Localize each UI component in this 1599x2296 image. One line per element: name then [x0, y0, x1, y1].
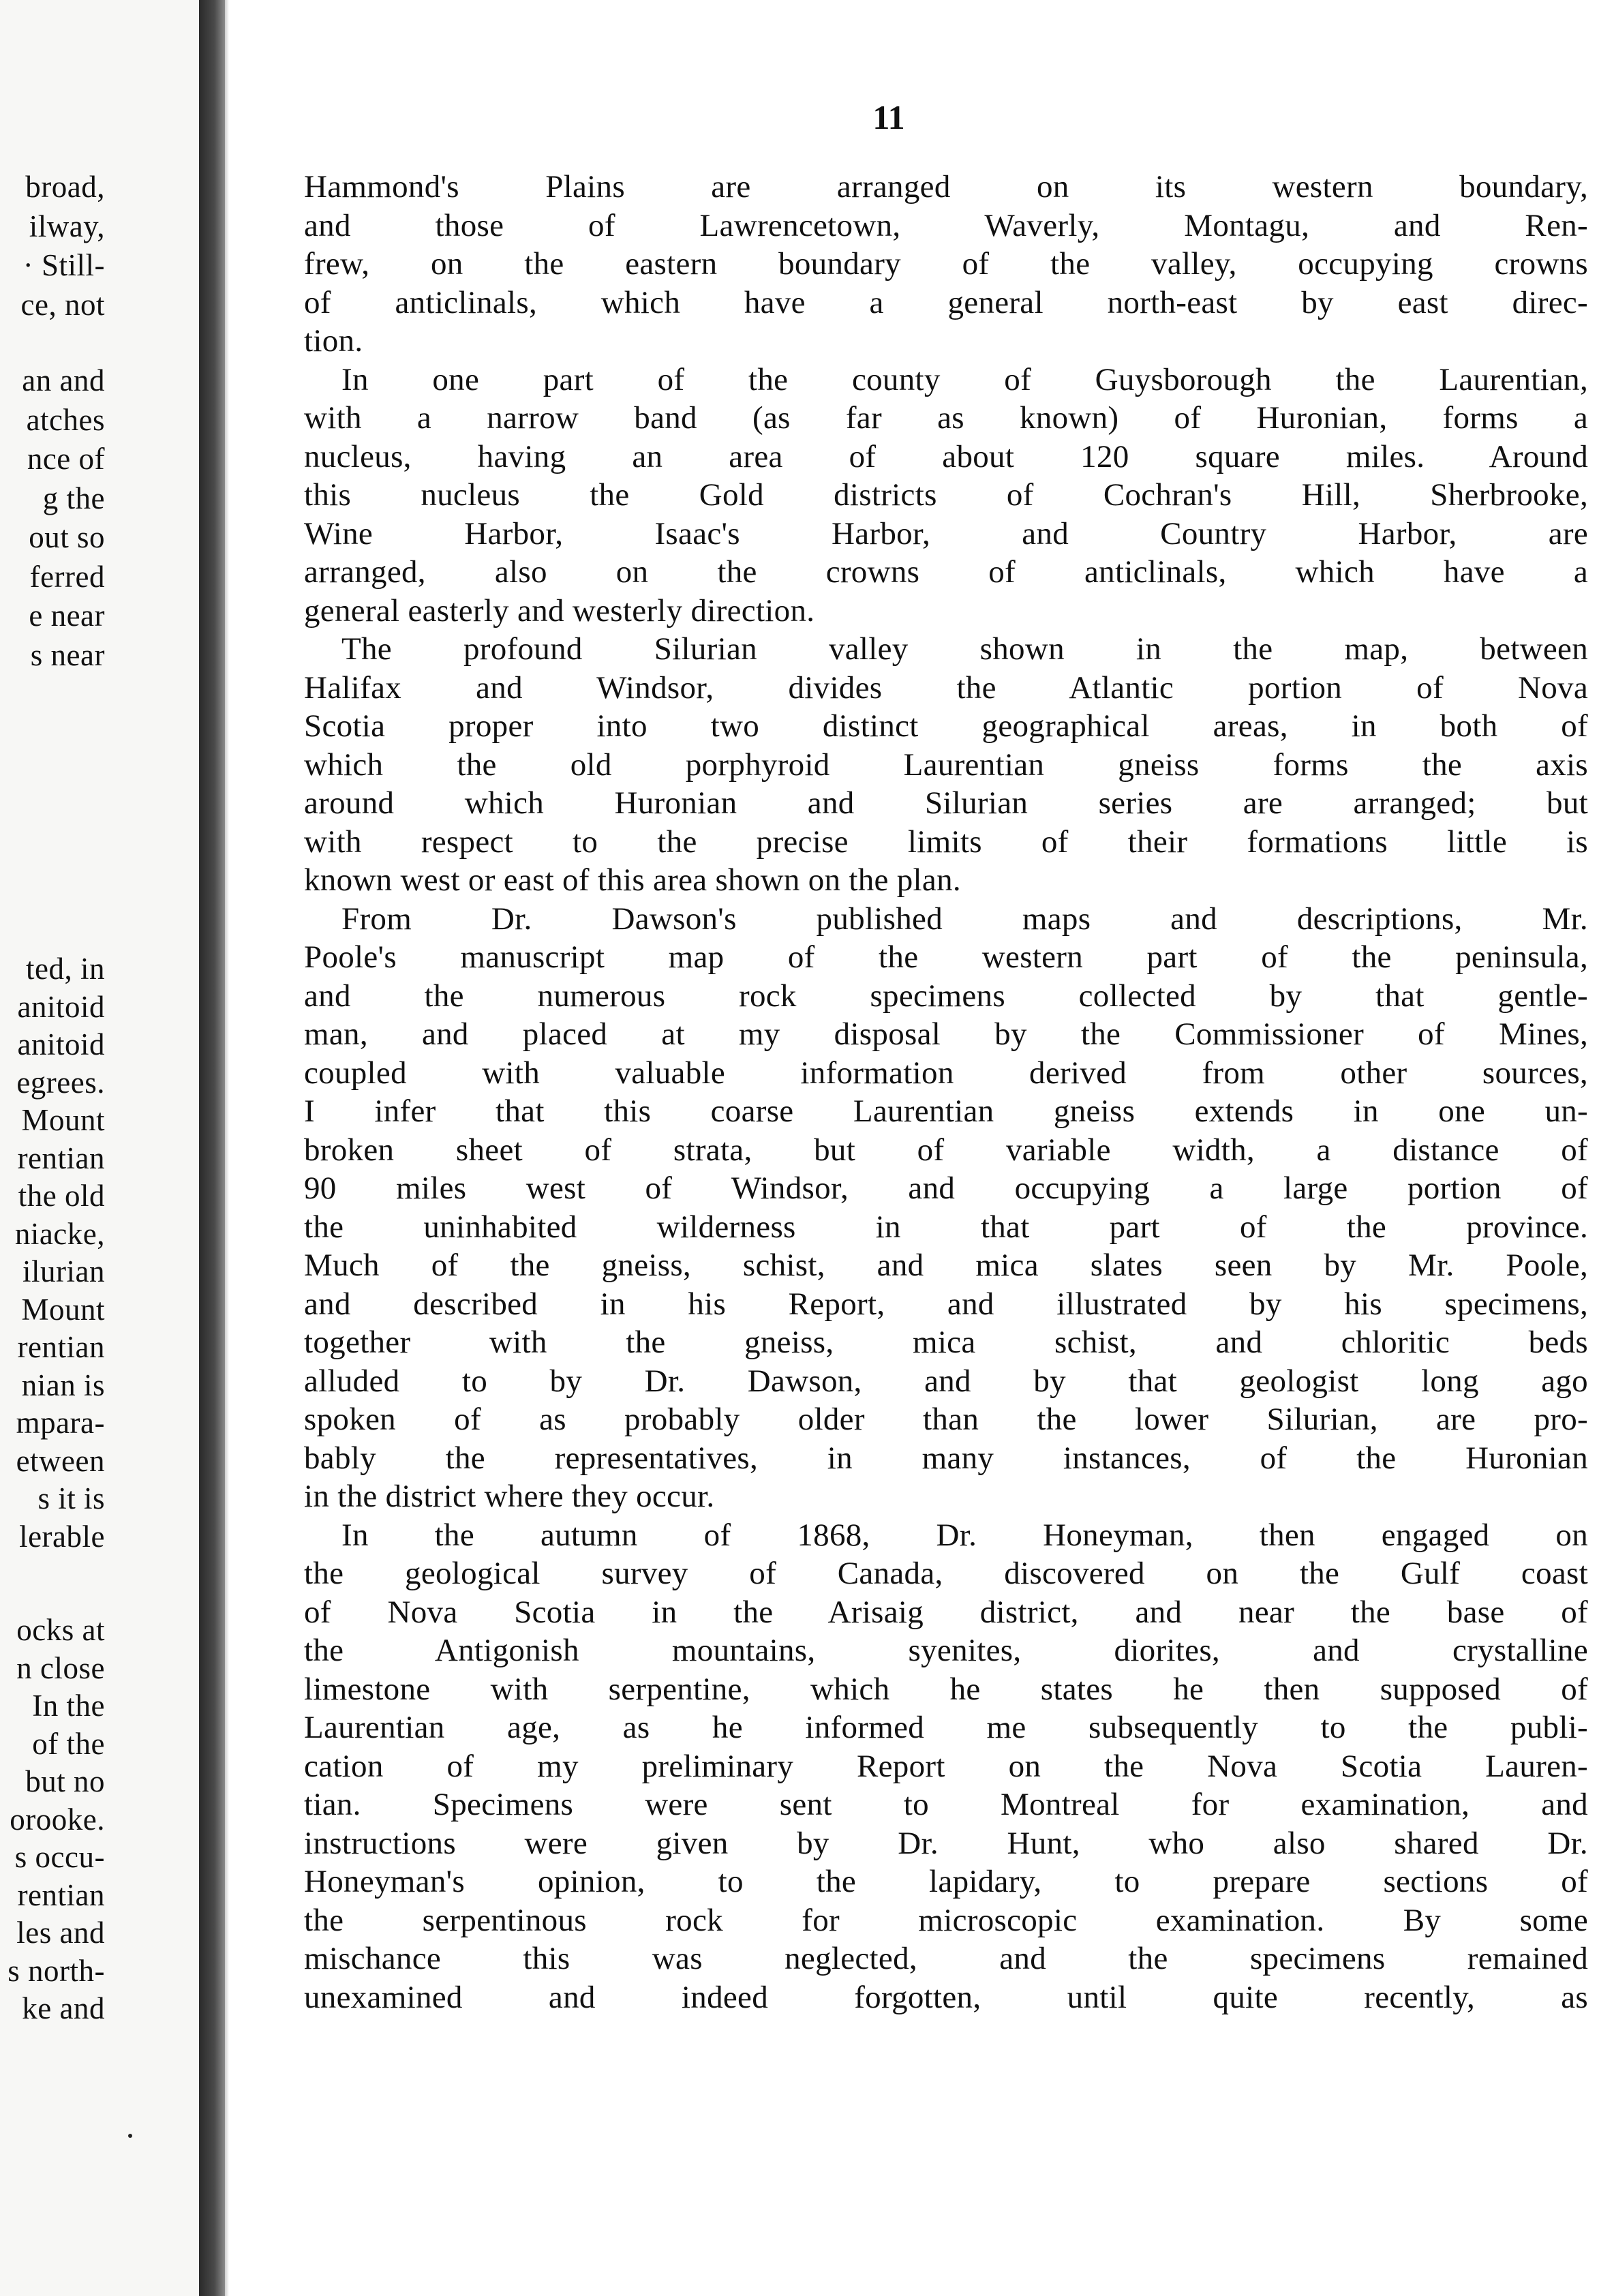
facing-line: niacke,	[14, 1216, 105, 1251]
text-line: spoken of as probably older than the lower Silurian, are pro-	[304, 1402, 1588, 1437]
text-line: around which Huronian and Silurian series are arranged; but	[304, 785, 1588, 821]
text-line: bably the representatives, in many instances, of the Huronian	[304, 1440, 1588, 1476]
text-line: 90 miles west of Windsor, and occupying a large portion of	[304, 1170, 1588, 1206]
text-line: with a narrow band (as far as known) of Huronian, forms a	[304, 400, 1588, 436]
text-line: From Dr. Dawson's published maps and descriptions, Mr.	[341, 901, 1588, 937]
facing-line: rentian	[17, 1877, 105, 1912]
text-line: and the numerous rock specimens collected by that gentle-	[304, 978, 1588, 1014]
text-line: The profound Silurian valley shown in the map, between	[341, 631, 1588, 667]
main-page	[229, 0, 1599, 2296]
facing-line: g the	[42, 481, 105, 515]
facing-line: ferred	[29, 559, 105, 594]
facing-page-lines-3	[0, 950, 199, 1556]
text-line: the geological survey of Canada, discovered on the Gulf coast	[304, 1556, 1588, 1591]
text-line: arranged, also on the crowns of anticlinals, which have a	[304, 554, 1588, 590]
text-line: this nucleus the Gold districts of Cochran's Hill, Sherbrooke,	[304, 477, 1588, 513]
text-line: Wine Harbor, Isaac's Harbor, and Country Harbor, are	[304, 515, 1588, 552]
facing-line: broad,	[25, 170, 105, 204]
text-line: instructions were given by Dr. Hunt, who also shared Dr.	[304, 1825, 1588, 1861]
facing-line: out so	[29, 520, 105, 554]
text-line: alluded to by Dr. Dawson, and by that geologist long ago	[304, 1363, 1588, 1399]
facing-line: s near	[30, 637, 105, 672]
ink-speck	[128, 2134, 132, 2138]
facing-line: les and	[16, 1916, 105, 1950]
facing-line: ke and	[22, 1991, 105, 2025]
facing-line: · Still-	[22, 248, 105, 282]
text-line: nucleus, having an area of about 120 square miles. Around	[304, 438, 1588, 474]
text-line: the serpentinous rock for microscopic examination. By some	[304, 1902, 1588, 1938]
text-line: cation of my preliminary Report on the Nova Scotia Lauren-	[304, 1748, 1588, 1784]
facing-page-fragment	[0, 0, 199, 2296]
facing-line: Mount	[21, 1103, 105, 1137]
text-line: Poole's manuscript map of the western part of the peninsula,	[304, 939, 1588, 975]
text-line: together with the gneiss, mica schist, and chloritic beds	[304, 1325, 1588, 1360]
text-line: Much of the gneiss, schist, and mica slates seen by Mr. Poole,	[304, 1248, 1588, 1283]
facing-line: but no	[25, 1764, 105, 1798]
facing-line: the old	[18, 1179, 105, 1213]
text-line: Honeyman's opinion, to the lapidary, to prepare sections of	[304, 1864, 1588, 1899]
text-line: coupled with valuable information derived from other sources,	[304, 1055, 1588, 1091]
text-line: broken sheet of strata, but of variable width, a distance of	[304, 1132, 1588, 1168]
text-line: in the district where they occur.	[304, 1479, 715, 1514]
text-line: with respect to the precise limits of their formations little is	[304, 824, 1588, 860]
facing-line: an and	[22, 363, 105, 397]
text-line: man, and placed at my disposal by the Commissioner of Mines,	[304, 1016, 1588, 1052]
text-line: tion.	[304, 323, 363, 359]
text-line: the uninhabited wilderness in that part of the province.	[304, 1209, 1588, 1245]
facing-line: ilurian	[22, 1254, 105, 1288]
text-line: unexamined and indeed forgotten, until quite recently, as	[304, 1979, 1588, 2015]
text-line: frew, on the eastern boundary of the valley, occupying crowns	[304, 246, 1588, 282]
facing-line: anitoid	[17, 1027, 105, 1061]
facing-line: etween	[16, 1443, 105, 1478]
facing-line: s occu-	[14, 1840, 105, 1874]
text-line: which the old porphyroid Laurentian gneiss forms the axis	[304, 746, 1588, 783]
facing-line: ce, not	[20, 287, 105, 322]
facing-line: rentian	[17, 1330, 105, 1364]
facing-line: rentian	[17, 1141, 105, 1175]
book-gutter	[199, 0, 225, 2296]
facing-page-lines-4	[0, 1612, 199, 2028]
text-line: limestone with serpentine, which he states he then supposed of	[304, 1671, 1588, 1707]
facing-page-lines-1	[0, 168, 199, 324]
text-line: general easterly and westerly direction.	[304, 592, 815, 629]
text-line: Laurentian age, as he informed me subsequently to the publi-	[304, 1710, 1588, 1745]
facing-line: nce of	[27, 442, 105, 476]
facing-line: e near	[29, 599, 105, 633]
facing-line: In the	[32, 1689, 105, 1723]
facing-line: anitoid	[17, 989, 105, 1024]
text-line: I infer that this coarse Laurentian gneiss extends in one un-	[304, 1093, 1588, 1129]
facing-line: orooke.	[10, 1802, 105, 1837]
facing-line: s north-	[7, 1953, 105, 1988]
text-line: of anticlinals, which have a general north-east by east direc-	[304, 284, 1588, 320]
text-line: In the autumn of 1868, Dr. Honeyman, then engaged on	[341, 1517, 1588, 1553]
facing-line: nian is	[21, 1368, 105, 1402]
text-line: Halifax and Windsor, divides the Atlantic portion of Nova	[304, 669, 1588, 706]
facing-line: ocks at	[16, 1613, 105, 1647]
facing-line: egrees.	[16, 1065, 105, 1100]
text-line: Hammond's Plains are arranged on its western boundary,	[304, 169, 1588, 205]
text-line: of Nova Scotia in the Arisaig district, and near the base of	[304, 1594, 1588, 1630]
text-line: known west or east of this area shown on the plan.	[304, 862, 961, 898]
page-number: 11	[872, 98, 905, 136]
facing-page-lines-2	[0, 361, 199, 675]
facing-line: n close	[16, 1650, 105, 1685]
facing-line: lerable	[19, 1519, 105, 1554]
text-line: and described in his Report, and illustrated by his specimens,	[304, 1286, 1588, 1322]
text-line: Scotia proper into two distinct geographical areas, in both of	[304, 708, 1588, 744]
facing-line: s it is	[37, 1481, 105, 1515]
facing-line: Mount	[21, 1292, 105, 1327]
facing-line: ted, in	[26, 952, 105, 986]
text-line: mischance this was neglected, and the specimens remained	[304, 1941, 1588, 1976]
text-line: tian. Specimens were sent to Montreal for examination, and	[304, 1787, 1588, 1822]
facing-line: of the	[32, 1726, 105, 1761]
text-line: In one part of the county of Guysborough the Laurentian,	[341, 361, 1588, 397]
facing-line: mpara-	[16, 1406, 105, 1440]
text-line: the Antigonish mountains, syenites, diorites, and crystalline	[304, 1633, 1588, 1668]
facing-line: atches	[26, 402, 105, 437]
facing-line: ilway,	[29, 209, 105, 243]
body-text	[304, 168, 1588, 2016]
text-line: and those of Lawrencetown, Waverly, Montagu, and Ren-	[304, 207, 1588, 243]
